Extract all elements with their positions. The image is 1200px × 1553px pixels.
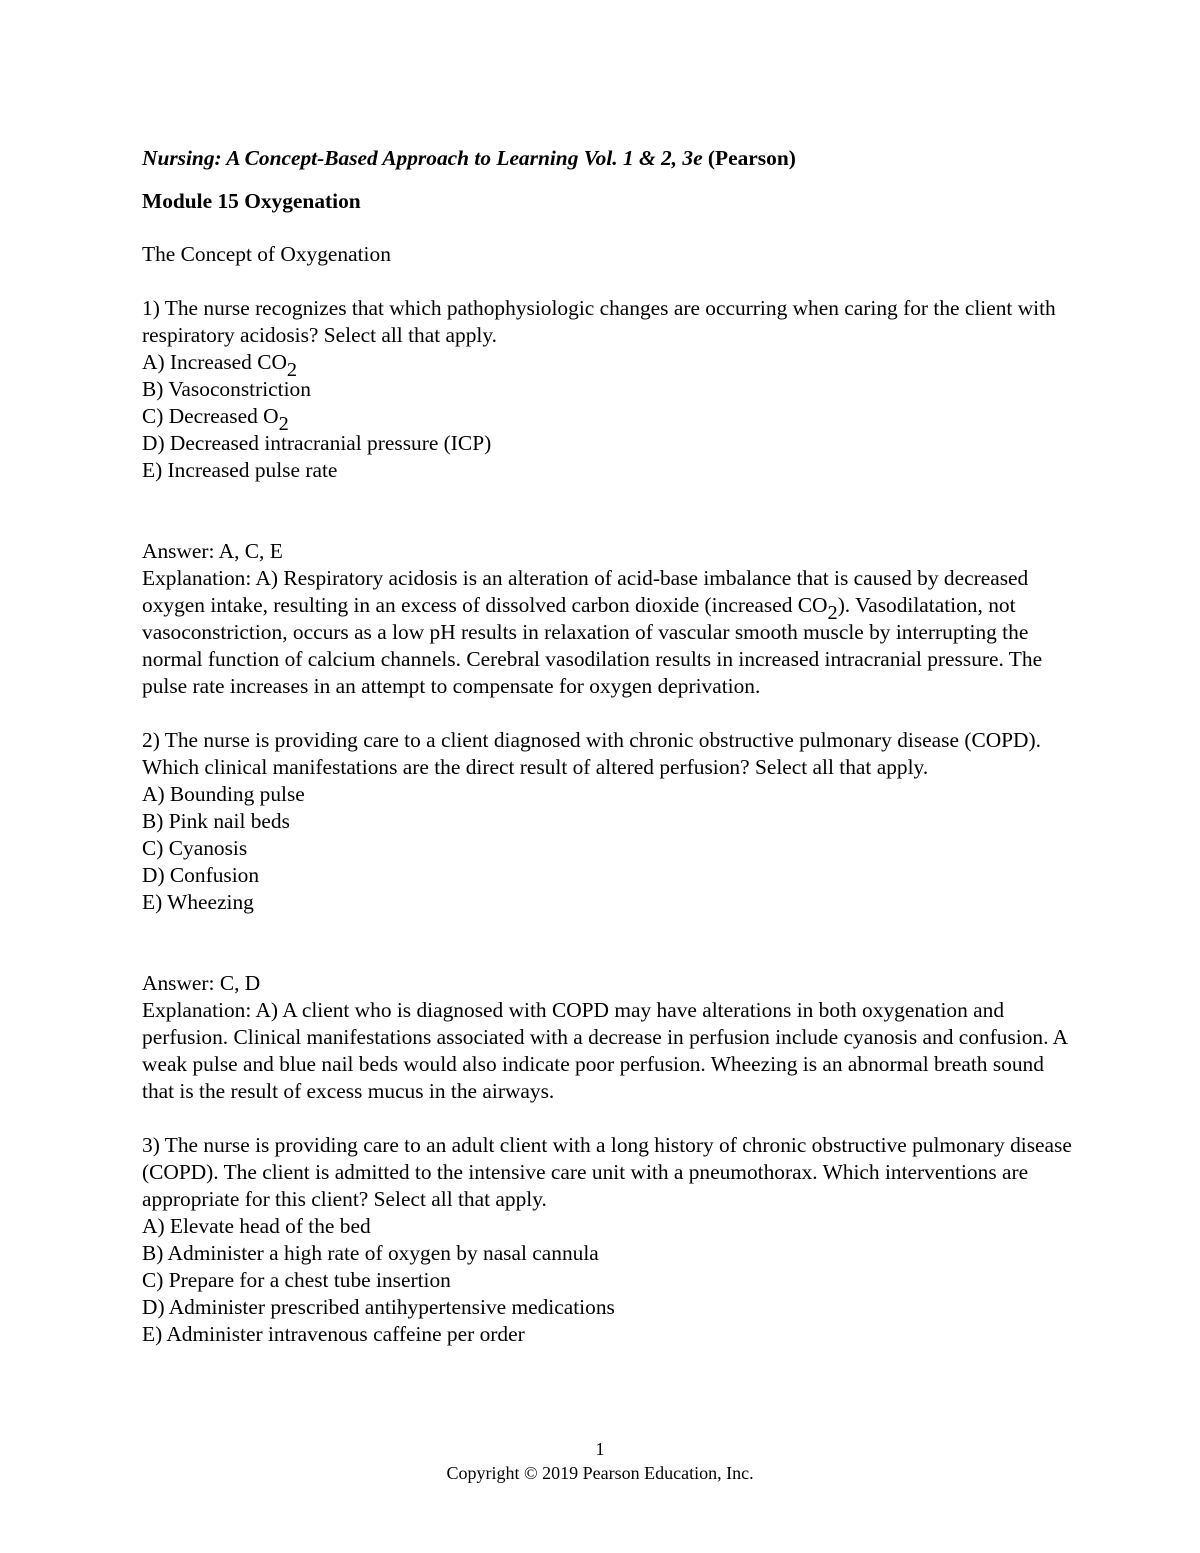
- module-heading: Module 15 Oxygenation: [142, 189, 361, 213]
- publisher: (Pearson): [702, 146, 796, 170]
- question-stem: 3) The nurse is providing care to an adult client with a long history of chronic obstructive pulmonary disease (COPD). The client is admitted to the intensive care unit with a pneumothorax. Which interventions are appropriate for this client? Select all that apply.: [142, 1133, 1072, 1211]
- subscript: 2: [286, 359, 298, 382]
- option-d: D) Decreased intracranial pressure (ICP): [142, 431, 492, 455]
- option-c: C) Cyanosis: [142, 836, 248, 860]
- subscript: 2: [278, 413, 289, 436]
- option-a: [142, 349, 1072, 382]
- option-b: B) Administer a high rate of oxygen by nasal cannula: [142, 1241, 599, 1265]
- subscript: 2: [827, 602, 838, 625]
- option-d: D) Confusion: [142, 863, 260, 887]
- answer: Answer: A, C, E: [142, 539, 283, 563]
- question-3: [142, 1132, 1072, 1348]
- option-text: C) Decreased O: [142, 404, 279, 428]
- page-content: [142, 143, 1072, 1348]
- answer-block-2: [142, 970, 1072, 1105]
- option-c: C) Prepare for a chest tube insertion: [142, 1268, 451, 1292]
- explanation: [142, 565, 1072, 700]
- concept-heading: The Concept of Oxygenation: [142, 242, 391, 266]
- answer: Answer: C, D: [142, 971, 261, 995]
- page-number: 1: [595, 1439, 605, 1459]
- option-a: A) Elevate head of the bed: [142, 1214, 371, 1238]
- option-e: E) Increased pulse rate: [142, 458, 338, 482]
- document-title: [142, 143, 1072, 173]
- option-c: [142, 403, 1072, 436]
- copyright-notice: Copyright © 2019 Pearson Education, Inc.: [446, 1463, 754, 1483]
- option-b: B) Vasoconstriction: [142, 377, 311, 401]
- explanation-text: ). Vasodilatation, not vasoconstriction, occurs as a low pH results in relaxation of vascular smooth muscle by interrupting the normal function of calcium channels. Cerebral vasodilation results in increased intracranial pressure. The pulse rate increases in an attempt to compensate for oxygen deprivation.: [142, 593, 1043, 698]
- option-e: E) Wheezing: [142, 890, 254, 914]
- option-a: A) Bounding pulse: [142, 782, 305, 806]
- book-title: Nursing: A Concept-Based Approach to Learning Vol. 1 & 2, 3e: [142, 146, 703, 170]
- answer-block-1: [142, 538, 1072, 700]
- question-1: [142, 295, 1072, 484]
- question-2: [142, 727, 1072, 916]
- explanation-text: Explanation: A) Respiratory acidosis is an alteration of acid-base imbalance that is caused by decreased oxygen intake, resulting in an excess of dissolved carbon dioxide (increased CO: [142, 566, 1029, 617]
- question-stem: 1) The nurse recognizes that which pathophysiologic changes are occurring when caring for the client with respiratory acidosis? Select all that apply.: [142, 296, 1056, 347]
- explanation: Explanation: A) A client who is diagnosed with COPD may have alterations in both oxygenation and perfusion. Clinical manifestations associated with a decrease in perfusion include cyanosis and confusion. A weak pulse and blue nail beds would also indicate poor perfusion. Wheezing is an abnormal breath sound that is the result of excess mucus in the airways.: [142, 998, 1067, 1103]
- option-text: A) Increased CO: [142, 350, 287, 374]
- option-e: E) Administer intravenous caffeine per order: [142, 1322, 525, 1346]
- question-stem: 2) The nurse is providing care to a client diagnosed with chronic obstructive pulmonary disease (COPD). Which clinical manifestations are the direct result of altered perfusion? Select all that apply.: [142, 728, 1041, 779]
- option-d: D) Administer prescribed antihypertensive medications: [142, 1295, 615, 1319]
- option-b: B) Pink nail beds: [142, 809, 290, 833]
